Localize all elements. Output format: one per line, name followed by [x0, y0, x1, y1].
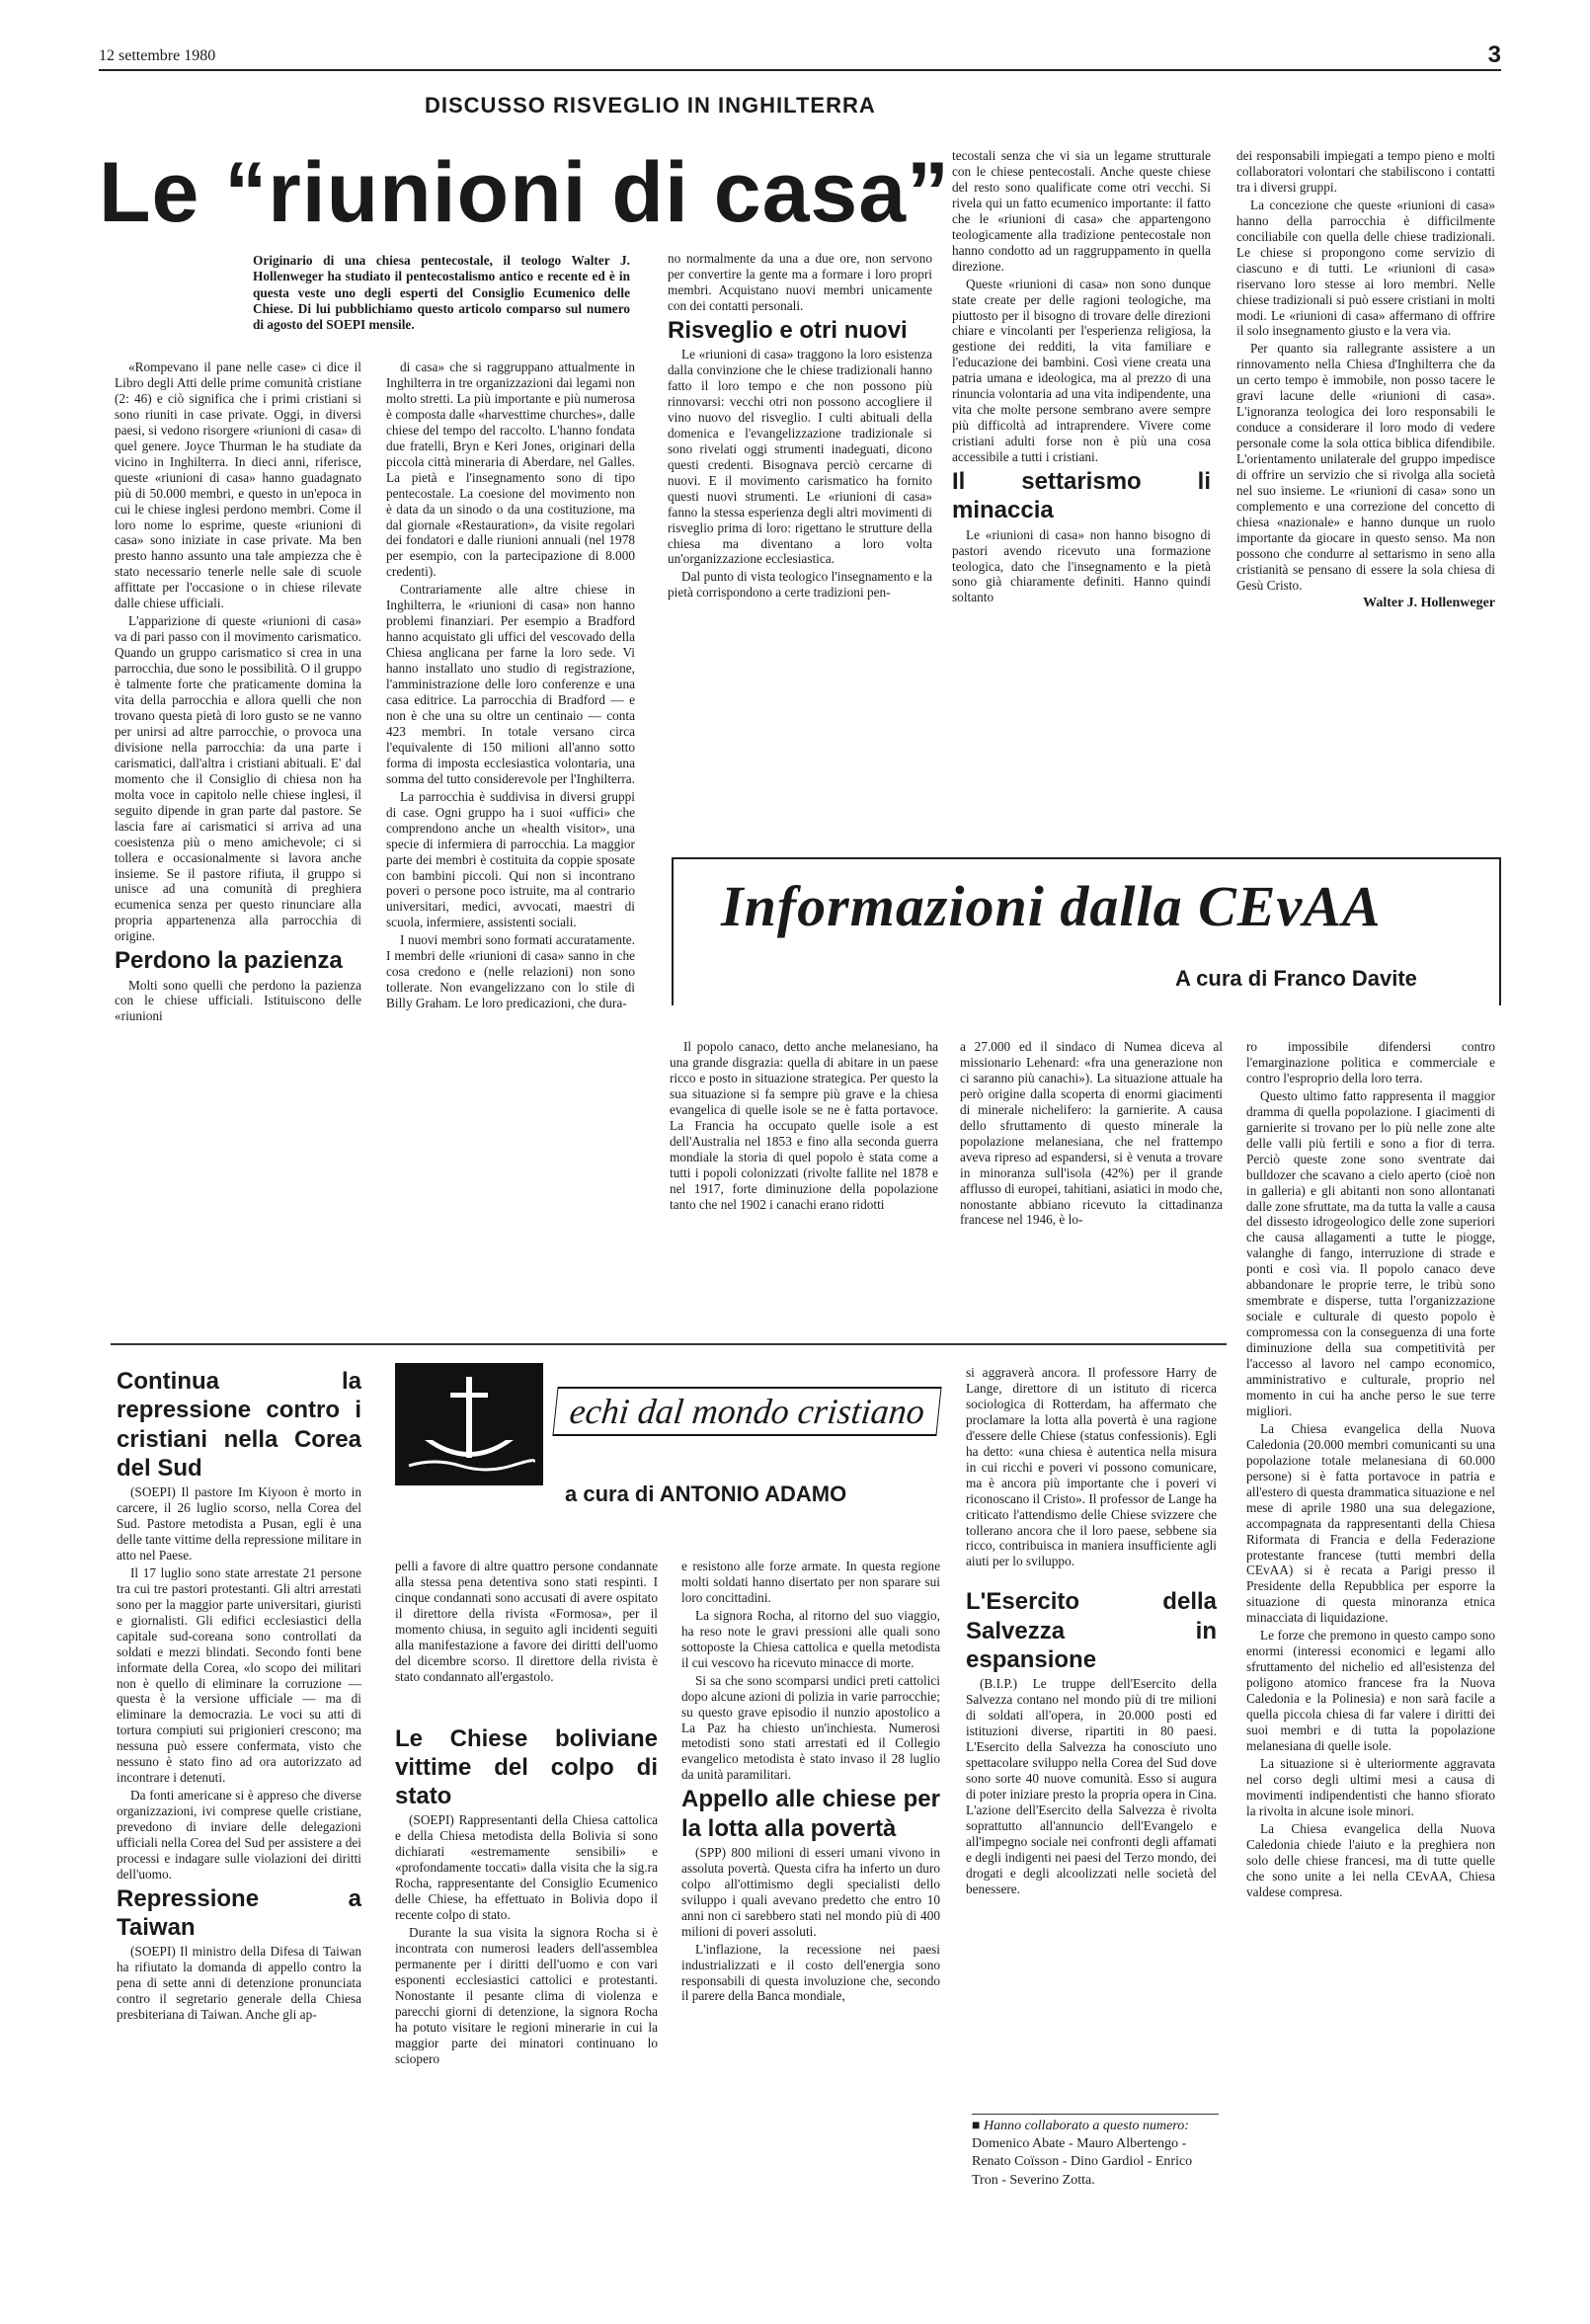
- paragraph: Per quanto sia rallegrante assistere a un rinnovamento nella Chiesa d'Inghilterra che da un certo tempo è immobile, non posso tacere le gravi lacune delle «riunioni di casa». L'ignoranza teologica dei loro responsabili le conduce a considerare il loro modo di vedere personale come la sola ottica biblica difendibile. L'orientamento unilaterale del gruppo impedisce di offrire un servizio che si rivolga alla società nel suo insieme. Le «riunioni di casa» sono un complemento e una correzione del concetto di chiesa «nazionale» e hanno dunque un ruolo importante da giocare in questo senso. Ma non possono che condurre al settarismo in seno alla cristianità se pensano di essere la sola chiesa di Gesù Cristo.: [1236, 341, 1495, 593]
- paragraph: Le «riunioni di casa» traggono la loro esistenza dalla convinzione che le chiese tradizionali hanno fatto il loro tempo e che non possono più rinnovarsi: vecchi otri non possono accogliere il vino nuovo del risveglio. I culti abituali della domenica e l'evangelizzazione tradizionale si sono rivelati oggi strumenti inadeguati, dicono questi credenti. Bisognava perciò cercarne di nuovi. E il movimento carismatico ha fornito questi nuovi strumenti. Le «riunioni di casa» fanno la stessa esperienza degli altri movimenti di risveglio prima di loro: rigettano le strutture della chiesa ma diventano a loro volta un'organizzazione ecclesiastica.: [668, 347, 932, 567]
- paragraph: Dal punto di vista teologico l'insegnamento e la pietà corrispondono a certe tradizioni pen-: [668, 569, 932, 601]
- paragraph: pelli a favore di altre quattro persone condannate alla stessa pena detentiva sono stati respinti. I cinque condannati sono accusati di avere ospitato il direttore della rivista «Formosa», per il momento chiusa, in seguito agli incidenti seguiti alla manifestazione a favore dei diritti dell'uomo del dicembre scorso. Il direttore della rivista è stato condannato all'ergastolo.: [395, 1559, 658, 1684]
- paragraph: L'apparizione di queste «riunioni di casa» va di pari passo con il movimento carismatico. Quando un gruppo carismatico si crea in una parrocchia, due sono le possibilità. O il gruppo è talmente forte che praticamente domina la vita della parrocchia e allora quelli che non trovano questa pietà di loro gusto se ne vanno per unirsi ad altre parrocchie, o provoca una divisione nella parrocchia: da una parte i carismatici, dall'altra i cristiani abituali. E' dal momento che il Consiglio di chiesa non ha molta voce in capitolo nelle chiese inglesi, il seguito dipende in gran parte dal pastore. Se lascia fare ai carismatici si arriva ad una coesistenza più o meno amichevole; ci si tollera e occasionalmente si lavora anche insieme. Se il pastore rifiuta, il gruppo si unisce ad una comunità di preghiera ecumenica senza per questo rinunciare alla propria appartenenza alla parrocchia di origine.: [115, 613, 361, 944]
- paragraph: Le forze che premono in questo campo sono enormi (interessi economici e legami allo sfruttamento del nichelio ed all'esistenza del poligono atomico francese fra la Nuova Caledonia e la Polinesia) e non sarà facile a quella piccola chiesa di far valere i diritti dei suoi membri e di tutta la popolazione melanesiana di quelle isole.: [1246, 1628, 1495, 1753]
- subheading-settarismo: Il settarismo li minaccia: [952, 468, 1211, 524]
- paragraph: L'inflazione, la recessione nei paesi industrializzati e il costo dell'energia sono responsabili di questa involuzione che, secondo il parere della Banca mondiale,: [681, 1941, 940, 2004]
- paragraph: La parrocchia è suddivisa in diversi gruppi di case. Ogni gruppo ha i suoi «uffici» che comprendono anche un «health visitor», una specie di infermiera di parrocchia. La maggior parte dei membri è costituita da coppie sposate con bambini piccoli. Qui non si incontrano poveri o persone poco istruite, ma al contrario universitari, medici, avvocati, maestri di scuola, infermiere, assistenti sociali.: [386, 788, 635, 930]
- paragraph: tecostali senza che vi sia un legame strutturale con le chiese pentecostali. Anche queste chiese del resto sono qualificate come otri vecchi. Si rivela qui un fatto ecumenico importante: il fatto che le «riunioni di casa» che appartengono teologicamente alla tradizione pentecostale non hanno condotto ad un raggruppamento in quella direzione.: [952, 148, 1211, 274]
- subheading-risveglio: Risveglio e otri nuovi: [668, 316, 908, 344]
- collab-names: Domenico Abate - Mauro Albertengo - Renato Coïsson - Dino Gardiol - Enrico Tron - Severino Zotta.: [972, 2136, 1193, 2188]
- paragraph: Le «riunioni di casa» non hanno bisogno di pastori avendo ricevuto una formazione teologica, dato che l'insegnamento e la pietà sono già chiaramente definiti. Hanno quindi soltanto: [952, 526, 1211, 605]
- echi-column-2: [395, 1559, 658, 2067]
- echi-logo: [395, 1363, 543, 1485]
- subheading-taiwan: Repressione a Taiwan: [117, 1884, 361, 1942]
- paragraph: di casa» che si raggruppano attualmente in Inghilterra in tre organizzazioni dai legami non molto stretti. La più importante e più numerosa è composta dalle «harvesttime churches», dalle chiese del tempo del raccolto. L'hanno fondata due fratelli, Bryn e Keri Jones, originari della piccola città mineraria di Aberdare, nel Galles. La pietà e l'insegnamento sono di tipo pentecostale. La coesione del movimento non è data da un sinodo o da una costituzione, ma dal giornale «Restauration», da visite regolari dei fondatori e dalle riunioni annuali (nel 1978 per esempio, con la partecipazione di 8.000 credenti).: [386, 360, 635, 580]
- article-column-5: [1236, 148, 1495, 611]
- paragraph: no normalmente da una a due ore, non servono per convertire la gente ma a formare i loro propri membri. Acquistano nuovi membri unicamente con dei contatti personali.: [668, 251, 932, 313]
- paragraph: (SOEPI) Il pastore Im Kiyoon è morto in carcere, il 26 luglio scorso, nella Corea del Sud. Pastore metodista a Pusan, egli è una delle tante vittime della repressione militare in atto nel Paese.: [117, 1484, 361, 1563]
- paragraph: Questo ultimo fatto rappresenta il maggior dramma di quella popolazione. I giacimenti di garnierite si trovano per lo più nelle zone alte delle valli più fertili e sono a fior di terra. Perciò queste zone sono sventrate dai bulldozer che scavano a cielo aperto (cioè non in galleria) e gli abitanti non sono allontanati dalle zone sfruttate, ma da tutta la valle a causa del dissesto idrogeologico delle zone superiori che causa allagamenti a tutte le piogge, valanghe di fango, interruzione di strade e ponti e così via. Il popolo canaco deve abbandonare le proprie terre, le tribù sono smembrate e disperse, tutta l'organizzazione sociale e culturale di questo popolo è compromessa con la conseguenza di una forte diminuzione della sua competitività per l'accesso al lavoro nel campo economico, amministrativo e culturale, proprio nel momento in cui ha anche perso le sue terre migliori.: [1246, 1087, 1495, 1418]
- bullet-icon: ■: [972, 2119, 981, 2133]
- paragraph: dei responsabili impiegati a tempo pieno e molti collaboratori volontari che stabiliscono i contatti tra i diversi gruppi.: [1236, 148, 1495, 195]
- issue-date: 12 settembre 1980: [99, 47, 216, 64]
- paragraph: a 27.000 ed il sindaco di Numea diceva al missionario Lehenard: «fra una generazione non ci saranno più canachi»). La situazione attuale ha però origine dalla scoperta di enormi giacimenti di minerale nichelifero: la garnierite. A causa dello sfruttamento di questo minerale la popolazione melanesiana, che nel frattempo aveva ripreso ad espandersi, si è venuta a trovare in minoranza sull'isola (42%) per il grande afflusso di europei, tahitiani, asiatici in modo che, nonostante abbiano ricevuto la cittadinanza francese nel 1946, è lo-: [960, 1039, 1223, 1228]
- paragraph: Durante la sua visita la signora Rocha si è incontrata con numerosi leaders dell'assemblea permanente per i diritti dell'uomo e con vari esponenti ecclesiastici cattolici e protestanti. Nonostante il pesante clima di violenza e parecchi giorni di detenzione, la signora Rocha ha potuto visitare le regioni minerarie in cui la maggior parte dei minatori continuano lo sciopero: [395, 1925, 658, 2066]
- page-number: 3: [1487, 41, 1501, 68]
- page-header: [99, 41, 1501, 71]
- article-column-2: [386, 360, 635, 1011]
- paragraph: Si sa che sono scomparsi undici preti cattolici dopo alcune azioni di polizia in varie parrocchie; su questo grave episodio il nunzio apostolico a La Paz ha chiesto un'inchiesta. Numerosi metodisti sono stati arrestati ed il Collegio evangelico metodista è stato invaso il 28 luglio da unità paramilitari.: [681, 1672, 940, 1783]
- cevaa-column-3: [1246, 1039, 1495, 1899]
- cevaa-column-2: [960, 1039, 1223, 1228]
- paragraph: ro impossibile difendersi contro l'emarginazione politica e commerciale e contro l'esproprio della loro terra.: [1246, 1039, 1495, 1085]
- echi-column-3: [681, 1559, 940, 2004]
- paragraph: La Chiesa evangelica della Nuova Caledonia (20.000 membri comunicanti su una popolazione totale melanesiana di 60.000 persone) si è fatta portavoce in patria e all'estero di questa drammatica situazione e nel mese di aprile 1980 una sua delegazione, accompagnata da rappresentanti della Chiesa Riformata di Francia e della Federazione protestante francese (tutti membri della CEvAA) si è recata a Parigi presso il Presidente della Repubblica per esporre la situazione di questa minoranza etnica minacciata di liquidazione.: [1246, 1420, 1495, 1626]
- article-column-1: [115, 360, 361, 1024]
- paragraph: La situazione si è ulteriormente aggravata nel corso degli ultimi mesi a causa di movimenti indipendentisti che hanno sfiorato la rivolta in alcune isole minori.: [1246, 1755, 1495, 1818]
- subheading-perdono: Perdono la pazienza: [115, 947, 343, 975]
- paragraph: La concezione che queste «riunioni di casa» hanno della parrocchia è difficilmente conciliabile con quella delle chiese tradizionali. Le chiese si propongono come servizio di ciascuno e di tutti. Le «riunioni di casa» riservano loro stesse ai loro membri. Nelle chiese tradizionali si può essere cristiani in molti modi. Le «riunioni di casa» affermano di offrire il solo insegnamento giusto e la vera via.: [1236, 197, 1495, 339]
- paragraph: (SPP) 800 milioni di esseri umani vivono in assoluta povertà. Questa cifra ha inferto un duro colpo all'ottimismo degli specialisti dello sviluppo i quali avevano predetto che entro 10 anni non ci sarebbero stati nel mondo più di 400 milioni di poveri assoluti.: [681, 1844, 940, 1939]
- subheading-bolivia: Le Chiese boliviane vittime del colpo di stato: [395, 1724, 658, 1810]
- paragraph: Il 17 luglio sono state arrestate 21 persone tra cui tre pastori protestanti. Gli altri arrestati sono per la maggior parte universitari, giuristi e giornalisti. Gli edifici ecclesiastici della capitale sud-coreana sono controllati da soldati e mezzi blindati. Secondo fonti bene informate della Corea, «lo scopo dei militari non è quello di eliminare la corruzione — questa è la versione ufficiale — ma di eliminare la democrazia. Le voci su atti di tortura compiuti sui prigionieri crescono; ma nessuna può essere confermata, visto che nessuno è stato fino ad ora autorizzato ad incontrare i detenuti.: [117, 1564, 361, 1786]
- cevaa-byline: A cura di Franco Davite: [1175, 966, 1417, 991]
- cross-boat-icon: [395, 1363, 543, 1485]
- paragraph: Contrariamente alle altre chiese in Inghilterra, le «riunioni di casa» non hanno problemi finanziari. Per esempio a Bradford hanno acquistato gli uffici del vescovado della Chiesa anglicana per farne la loro sede. Vi hanno installato uno studio di registrazione, l'amministrazione delle loro conferenze e una casa editrice. La parrocchia di Bradford — e non è che una su oltre un centinaio — conta 423 membri. In totale versano circa l'equivalente di 150 milioni all'anno sotto forma di imposta ecclesiastica volontaria, una somma del tutto considerevole per l'Inghilterra.: [386, 582, 636, 786]
- collab-divider: [972, 2114, 1219, 2115]
- paragraph: «Rompevano il pane nelle case» ci dice il Libro degli Atti delle prime comunità cristiane (2: 46) e ciò significa che i primi cristiani si sono riuniti in case private. Oggi, in diversi paesi, si vedono risorgere «riunioni di casa» di quel genere. Joyce Thurman le ha studiate da vicino in Inghilterra. In dieci anni, riferisce, queste «riunioni di casa» hanno guadagnato più di 50.000 membri, e questo in un'epoca in cui le chiese inglesi perdono membri. Come il loro nome lo esprime, queste «riunioni di casa» sono iniziate in case private. Ma ben presto hanno assunto una tale ampiezza che è stato necessario tenerle nelle sale di scuole affittate per l'occasione o in chiese rilevate dalle chiese ufficiali.: [115, 360, 361, 611]
- article-signature: Walter J. Hollenweger: [1363, 595, 1495, 610]
- paragraph: La signora Rocha, al ritorno del suo viaggio, ha reso note le gravi pressioni alle quali sono sottoposte la Chiesa cattolica e quella metodista il cui vescovo ha ricevuto minacce di morte.: [681, 1607, 940, 1670]
- paragraph: La Chiesa evangelica della Nuova Caledonia chiede l'aiuto e la preghiera non solo delle chiese francesi, ma di tutte quelle che sono unite a lei nella CEvAA, Chiesa valdese compresa.: [1246, 1820, 1495, 1899]
- paragraph: si aggraverà ancora. Il professore Harry de Lange, direttore di un istituto di ricerca sociologica di Rotterdam, ha affermato che proclamare la lotta alla povertà è una ragione d'essere delle Chiese (status confessionis). Egli ha detto: «una chiesa è autentica nella misura in cui ricchi e poveri vi possono comunicare, ma è ancora più importante che i poveri vi riconoscano il Cristo». Il professor de Lange ha criticato l'attendismo delle Chiese svizzere che tollerano ancora che il loro paese, sebbene sia ricco, contribuisca in maniera insufficiente agli aiuti per lo sviluppo.: [966, 1365, 1217, 1569]
- article-column-3: [668, 251, 932, 601]
- paragraph: Molti sono quelli che perdono la pazienza con le chiese ufficiali. Istituiscono delle «riunioni: [115, 977, 361, 1024]
- article-intro: Originario di una chiesa pentecostale, il teologo Walter J. Hollenweger ha studiato il pentecostalismo antico e recente ed è in questa veste uno degli esperti del Consiglio Ecumenico delle Chiese. Di lui pubblichiamo questo articolo comparso sul numero di agosto del SOEPI mensile.: [253, 253, 630, 333]
- echi-byline: a cura di ANTONIO ADAMO: [565, 1482, 847, 1506]
- subheading-esercito: L'Esercito della Salvezza in espansione: [966, 1588, 1217, 1673]
- paragraph: Da fonti americane si è appreso che diverse organizzazioni, ivi comprese quelle cristiane, prevedono di inviare delle delegazioni ufficiali nella Corea del Sud per assistere a dei processi e indagare sulle violazioni dei diritti dell'uomo.: [117, 1788, 361, 1882]
- paragraph: Queste «riunioni di casa» non sono dunque state create per delle ragioni teologiche, ma piuttosto per il bisogno di trovare delle direzioni chiare e vincolanti per l'esperienza religiosa, la gestione dei redditi, la vita familiare e l'educazione dei bambini. Così viene creata una patria umana e ideologica, ma al prezzo di una rinuncia volontaria ad una vita indipendente, una vita che molte persone sembrano avere sempre più difficoltà ad intraprendere. Vivere come cristiani adulti forse non è più una cosa accessibile a tutti i cristiani.: [952, 276, 1211, 465]
- cevaa-title: Informazioni dalla CEvAA: [721, 874, 1382, 938]
- echi-column-4: [966, 1365, 1217, 1897]
- echi-title: echi dal mondo cristiano: [552, 1387, 941, 1436]
- paragraph: (SOEPI) Il ministro della Difesa di Taiwan ha rifiutato la domanda di appello contro la pena di sette anni di detenzione pronunciata contro il segretario generale della Chiesa presbiteriana di Taiwan. Anche gli ap-: [117, 1944, 361, 2023]
- subheading-appello: Appello alle chiese per la lotta alla povertà: [681, 1786, 940, 1842]
- echi-column-1: [117, 1367, 361, 2023]
- article-kicker: DISCUSSO RISVEGLIO IN INGHILTERRA: [425, 93, 876, 118]
- cevaa-column-1: [670, 1039, 938, 1212]
- collaborators-note: [972, 2118, 1219, 2190]
- article-column-4: [952, 148, 1211, 605]
- paragraph: Il popolo canaco, detto anche melanesiano, ha una grande disgrazia: quella di abitare in un paese ricco e posto in situazione strategica. Per questo la sua situazione si fa sempre più grave e la chiesa evangelica di quelle isole se ne è fatta portavoce. La Francia ha occupato quelle isole a est dell'Australia nel 1853 e fino alla seconda guerra mondiale la storia di quel popolo è stata come a tutti i popoli colonizzati (rivolte fallite nel 1878 e nel 1917, forte diminuzione della popolazione tanto che nel 1902 i canachi erano ridotti: [670, 1039, 938, 1212]
- collab-label: Hanno collaborato a questo numero:: [983, 2119, 1189, 2133]
- paragraph: I nuovi membri sono formati accuratamente. I membri delle «riunioni di casa» sanno in che cosa credono e (nelle relazioni) non sono tollerate. Non evangelizzano con lo stile di Billy Graham. Le loro predicazioni, che dura-: [386, 932, 635, 1011]
- paragraph: (SOEPI) Rappresentanti della Chiesa cattolica e della Chiesa metodista della Bolivia si sono dichiarati «estremamente sensibili» e «profondamente toccati» dalla visita che la sig.ra Rocha, rappresentante del Consiglio Ecumenico delle Chiese, ha effettuato in Bolivia dopo il recente colpo di stato.: [395, 1812, 658, 1923]
- paragraph: (B.I.P.) Le truppe dell'Esercito della Salvezza contano nel mondo più di tre milioni di soldati all'opera, in 20.000 posti ed istituzioni diverse, ripartiti in 80 paesi. L'Esercito della Salvezza ha conosciuto uno spettacolare sviluppo nella Corea del Sud dove sono sorte 40 nuove comunità. Esso si augura di poter iniziare presto la propria opera in Cina. L'azione dell'Esercito della Salvezza è rivolta soprattutto all'annuncio dell'Evangelo e all'impegno sociale nei confronti degli affamati e degli indigenti nei paesi del Terzo mondo, dei drogati e degli alcoolizzati nelle società del benessere.: [966, 1676, 1217, 1896]
- section-divider: [111, 1343, 1227, 1345]
- article-title: Le “riunioni di casa”: [99, 145, 951, 240]
- subheading-corea: Continua la repressione contro i cristiani nella Corea del Sud: [117, 1368, 361, 1482]
- paragraph: e resistono alle forze armate. In questa regione molti soldati hanno disertato per non sparare sui loro concittadini.: [681, 1559, 940, 1605]
